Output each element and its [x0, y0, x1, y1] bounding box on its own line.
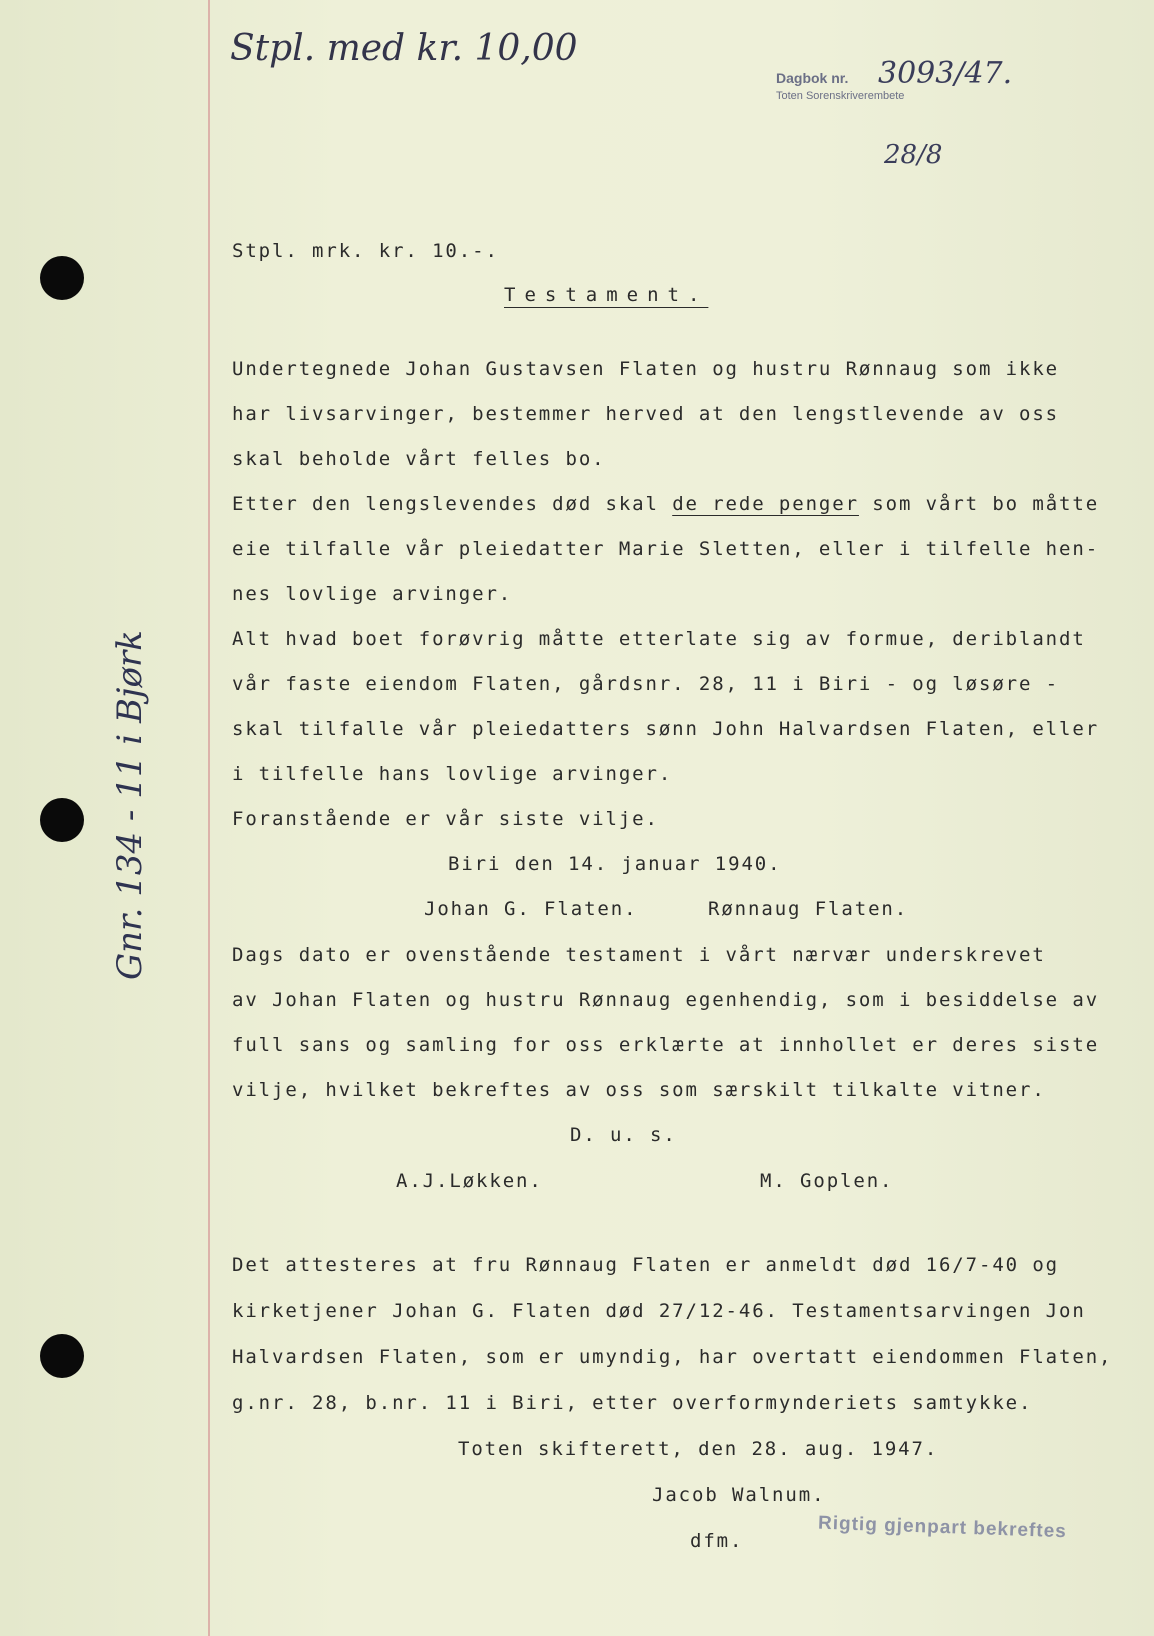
journal-stamp	[776, 56, 1013, 170]
text-line: vår faste eiendom Flaten, gårdsnr. 28, 11 i Biri - og løsøre -	[232, 673, 1060, 695]
text-line: i tilfelle hans lovlige arvinger.	[232, 763, 673, 785]
margin-rule	[208, 0, 210, 1636]
text-line: Alt hvad boet forøvrig måtte etterlate sig av formue, deriblandt	[232, 628, 1086, 650]
text-line: Dags dato er ovenstående testament i vårt nærvær underskrevet	[232, 944, 1046, 966]
punch-hole	[40, 798, 84, 842]
text-line: Halvardsen Flaten, som er umyndig, har overtatt eiendommen Flaten,	[232, 1346, 1113, 1368]
text-line: Det attesteres at fru Rønnaug Flaten er anmeldt død 16/7-40 og	[232, 1254, 1060, 1276]
text-line: Foranstående er vår siste vilje.	[232, 808, 659, 830]
underlined-phrase: de rede penger	[672, 493, 859, 515]
text-line: nes lovlige arvinger.	[232, 583, 513, 605]
judge-title: dfm.	[690, 1530, 744, 1552]
handwritten-fee: Stpl. med kr. 10,00	[230, 28, 578, 69]
court-date: Toten skifterett, den 28. aug. 1947.	[458, 1438, 939, 1460]
stamp-fee: Stpl. mrk. kr. 10.-.	[232, 240, 499, 262]
certification-stamp: Rigtig gjenpart bekreftes	[817, 1512, 1068, 1543]
dus-mark: D. u. s.	[570, 1124, 677, 1146]
document-title: Testament.	[504, 284, 709, 306]
text-fragment: som vårt bo måtte	[872, 493, 1100, 515]
text-line: av Johan Flaten og hustru Rønnaug egenhendig, som i besiddelse av	[232, 989, 1100, 1011]
stamp-office: Toten Sorenskriverembete	[776, 90, 905, 102]
text-line: vilje, hvilket bekreftes av oss som særskilt tilkalte vitner.	[232, 1079, 1046, 1101]
punch-hole	[40, 256, 84, 300]
witness-2: M. Goplen.	[760, 1170, 894, 1192]
text-line: full sans og samling for oss erklærte at innhollet er deres siste	[232, 1034, 1100, 1056]
place-date: Biri den 14. januar 1940.	[448, 853, 782, 875]
text-fragment: Etter den lengslevendes død skal	[232, 493, 659, 515]
signer-1: Johan G. Flaten.	[424, 898, 638, 920]
stamp-label: Dagbok nr.	[776, 70, 849, 86]
judge-name: Jacob Walnum.	[652, 1484, 826, 1506]
text-line-with-underline	[232, 493, 1099, 515]
journal-number: 3093/47.	[878, 56, 1013, 91]
text-line: Undertegnede Johan Gustavsen Flaten og hustru Rønnaug som ikke	[232, 358, 1060, 380]
handwritten-ref: 28/8	[884, 140, 943, 170]
signer-2: Rønnaug Flaten.	[708, 898, 909, 920]
text-line: skal beholde vårt felles bo.	[232, 448, 606, 470]
side-note: Gnr. 134 - 11 i Bjørk	[110, 630, 150, 980]
text-line: skal tilfalle vår pleiedatters sønn John Halvardsen Flaten, eller	[232, 718, 1100, 740]
text-line: kirketjener Johan G. Flaten død 27/12-46. Testamentsarvingen Jon	[232, 1300, 1086, 1322]
text-line: eie tilfalle vår pleiedatter Marie Sletten, eller i tilfelle hen-	[232, 538, 1100, 560]
text-line: g.nr. 28, b.nr. 11 i Biri, etter overformynderiets samtykke.	[232, 1392, 1033, 1414]
witness-1: A.J.Løkken.	[396, 1170, 543, 1192]
punch-hole	[40, 1334, 84, 1378]
text-line: har livsarvinger, bestemmer herved at den lengstlevende av oss	[232, 403, 1060, 425]
